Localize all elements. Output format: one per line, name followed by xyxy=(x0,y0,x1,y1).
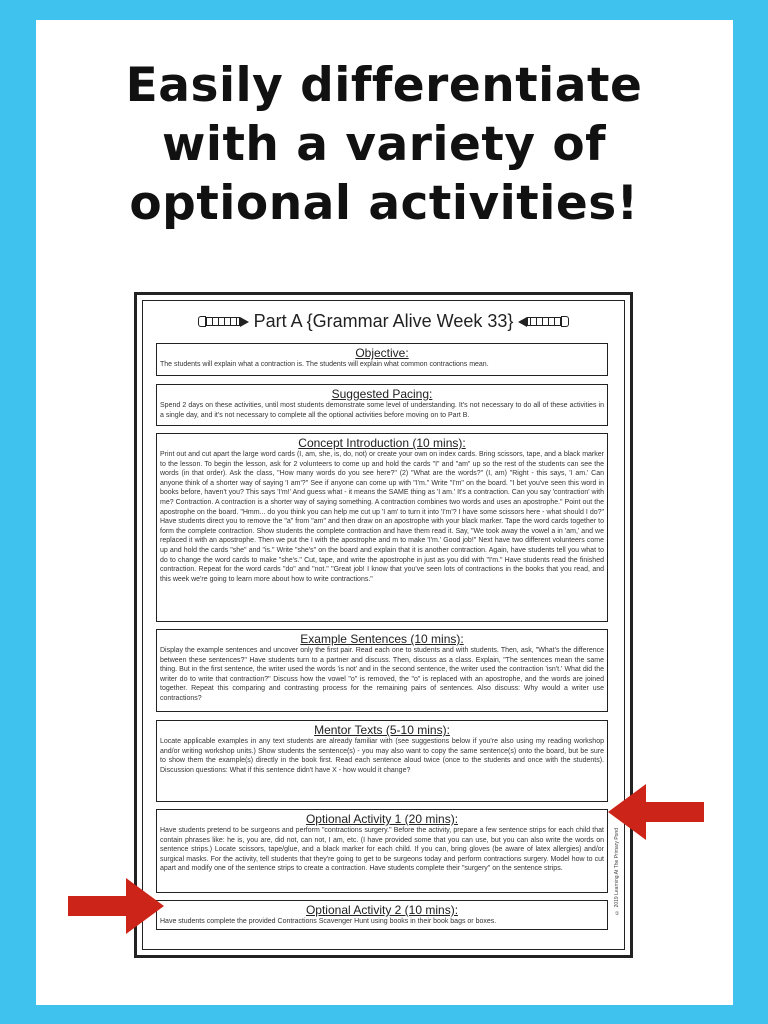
section-concept-introduction xyxy=(156,433,608,622)
headline-line-2: with a variety of xyxy=(161,117,607,172)
page-title: Part A {Grammar Alive Week 33} xyxy=(253,311,514,331)
section-body: Locate applicable examples in any text students are already familiar with (see suggestions below if you're also using my reading workshop and/or writing workshop units.) Show students the sentence(s) - you may also want to copy the same sentence(s) onto the board, but be sure to show them the example(s) directly in the book first. Read each sentence aloud twice (once to the students and once with the students). Discussion questions: What if this sentence didn't have X - how would it change? xyxy=(160,738,604,774)
right-arrow-icon xyxy=(68,878,164,934)
headline-line-3: optional activities! xyxy=(129,176,639,231)
section-body: Spend 2 days on these activities, until most students demonstrate some level of understanding. It's not necessary to do all of these activities in a single day, and it's not necessary to complete all the optional activities before moving on to Part B. xyxy=(160,402,604,419)
section-heading: Optional Activity 1 (20 mins): xyxy=(305,812,459,826)
section-body: Have students pretend to be surgeons and perform "contractions surgery." Before the activity, prepare a few sentence strips for each child that contain phrases like: he is, you are, did not, can not, I am, etc. (I have provided some that you can use, but you can also write the words on sentence strips.) Locate scissors, tape/glue, and a black marker for each child. If you can, bring gloves (be aware of latex allergies) and/or surgical masks. For the activity, tell students that they're going to get to be surgeons today and perform contractions surgery. Model how to cut apart and modify one of the sentence strips to create a contraction. Have students complete their "surgery" on the sentence strips. xyxy=(160,827,604,873)
section-objective xyxy=(156,343,608,376)
pencil-icon xyxy=(198,316,250,328)
section-body: Print out and cut apart the large word cards (I, am, she, is, do, not) or create your own on index cards. Bring scissors, tape, and a black marker to the lesson. To begin the lesson, ask for 2 volunteers to come up and hold the cards "I" and "am" up so the rest of the students can see the words (in that order). Ask the class, "How many words do you see here?" (2) "What are the words?" (I, am) "Right - this says, 'I am.' Can anyone think of a shorter way of saying 'I am'?" See if anyone can come up with "I'm." Write "I'm" on the board. "I bet you've seen this word in books before, haven't you? This says 'I'm!' And guess what - it means the SAME thing as 'I am.' It's a contraction. Can you say 'contraction' with me? Contraction. A contraction is a shorter way of saying something. A contraction combines two words and uses an apostrophe." Point out the apostrophe on the board. "Hmm... do you think you can help me cut up 'I am' to turn it into 'I'm'? I have some scissors here - what should I do?" Have students direct you to remove the "a" from "am" and then draw on an apostrophe with your black marker. Tape the word cards together to form the complete contraction. Show students the complete contraction and have them read it. Say, "We took away the vowel a in 'am,' and we replaced it with an apostrophe. Then we put the I with the apostrophe and m to make 'I'm.' Good job!" Next have two different volunteers come up and hold the cards "she" and "is." Write "she's" on the board and explain that it is another contraction. Again, have students tell you what to do to change the word cards to make "she's." Cut, tape, and write the apostrophe in just as you did with "I'm." Have students read the finished contraction. Repeat for the word cards "do" and "not." "Great job! I know that you've seen lots of contractions in the books that you read, and this week we're going to learn more about how to write contractions." xyxy=(160,451,604,583)
section-example-sentences xyxy=(156,629,608,712)
section-body: Have students complete the provided Contractions Scavenger Hunt using books in their book bags or boxes. xyxy=(160,918,497,925)
section-optional-activity-2 xyxy=(156,900,608,930)
section-heading: Objective: xyxy=(355,346,409,360)
left-arrow-icon xyxy=(608,784,704,840)
section-body: Display the example sentences and uncover only the first pair. Read each one to students and with students. Then, ask, "What's the difference between these sentences?" Have students turn to a partner and discuss. Then, discuss as a class. Explain, "The sentences mean the same thing. But in the first sentence, the writer used the words 'is not' and in the second sentence, the writer used the contraction 'isn't.' What did the writer do to write that contraction?" Discuss how the vowel "o" is removed, the "o" is replaced with an apostrophe, and the words are joined together. Repeat this comparing and contrasting process for the remaining pairs of sentences. Also discuss: Why would a writer use contractions? xyxy=(160,647,604,702)
pencil-icon xyxy=(517,316,569,328)
page-title-row xyxy=(143,311,624,332)
section-heading: Optional Activity 2 (10 mins): xyxy=(305,903,459,917)
copyright-note: © 2019 Learning At The Primary Pond xyxy=(614,828,620,915)
section-heading: Example Sentences (10 mins): xyxy=(300,632,464,646)
page-inner-border xyxy=(142,300,625,950)
section-body: The students will explain what a contraction is. The students will explain what common contractions mean. xyxy=(160,361,489,368)
section-heading: Concept Introduction (10 mins): xyxy=(298,436,466,450)
section-mentor-texts xyxy=(156,720,608,802)
section-optional-activity-1 xyxy=(156,809,608,893)
headline-line-1: Easily differentiate xyxy=(125,58,643,113)
section-suggested-pacing xyxy=(156,384,608,426)
section-heading: Suggested Pacing: xyxy=(331,387,433,401)
lesson-page-preview xyxy=(134,292,633,958)
section-heading: Mentor Texts (5-10 mins): xyxy=(314,723,450,737)
headline xyxy=(0,56,768,233)
